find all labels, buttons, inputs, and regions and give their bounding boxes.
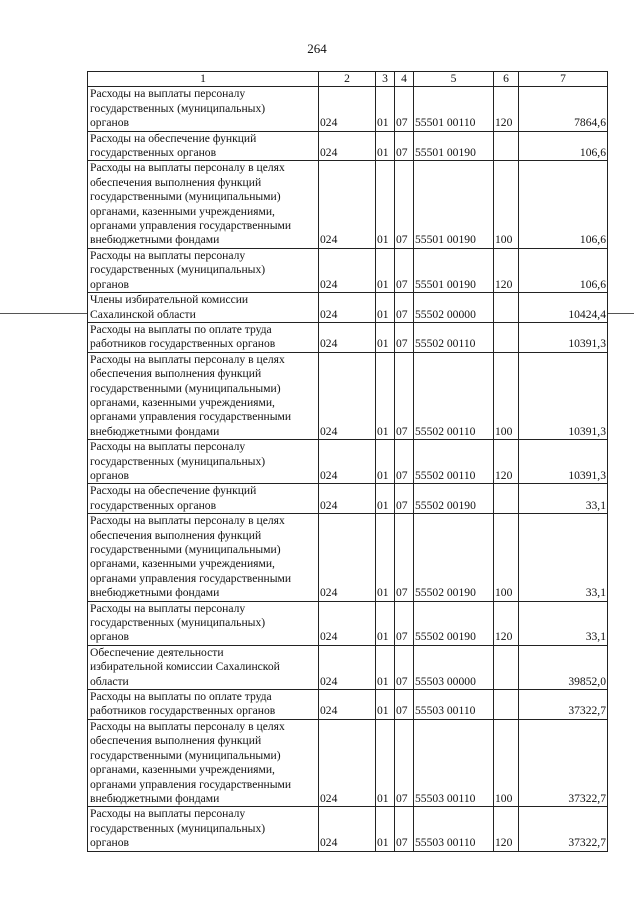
section-code: 01 [376, 248, 395, 292]
target-article-code: 55502 00190 [414, 601, 494, 645]
expense-name-line: органами управления государственными [90, 571, 292, 585]
expense-name-line: Расходы на выплаты персоналу [90, 440, 246, 454]
subsection-code: 07 [395, 87, 414, 131]
expense-name [88, 352, 319, 439]
target-article-code: 55503 00110 [414, 807, 494, 851]
header-col-1: 1 [88, 72, 319, 87]
subsection-code: 07 [395, 719, 414, 806]
target-article-code: 55503 00000 [414, 645, 494, 689]
amount: 7864,6 [519, 87, 608, 131]
expense-type-code [494, 645, 519, 689]
expense-name-line: внебюджетными фондами [90, 424, 220, 438]
expense-name-line: органов [90, 630, 129, 644]
expense-type-code: 120 [494, 601, 519, 645]
amount: 33,1 [519, 484, 608, 514]
expense-name-line: органами управления государственными [90, 777, 292, 791]
subsection-code: 07 [395, 601, 414, 645]
expense-name-line: государственными (муниципальными) [90, 748, 281, 762]
subsection-code: 07 [395, 807, 414, 851]
expense-name-line: органами, казенными учреждениями, [90, 204, 275, 218]
expense-name-line: обеспечения выполнения функций [90, 367, 262, 381]
subsection-code: 07 [395, 690, 414, 720]
expense-type-code [494, 690, 519, 720]
subsection-code: 07 [395, 645, 414, 689]
subsection-code: 07 [395, 484, 414, 514]
target-article-code: 55501 00110 [414, 87, 494, 131]
header-col-4: 4 [395, 72, 414, 87]
expense-name-line: Члены избирательной комиссии [90, 293, 249, 307]
table-row [88, 601, 608, 645]
section-code: 01 [376, 322, 395, 352]
expense-name-line: внебюджетными фондами [90, 233, 220, 247]
expense-type-code: 120 [494, 248, 519, 292]
expense-type-code [494, 293, 519, 323]
expense-name-line: Расходы на выплаты персоналу [90, 601, 246, 615]
expense-name-line: государственных (муниципальных) [90, 101, 266, 115]
header-row [88, 72, 608, 87]
expense-name-line: органов [90, 277, 129, 291]
expense-type-code: 100 [494, 719, 519, 806]
expense-name-line: Расходы на выплаты персоналу в целях [90, 352, 285, 366]
expense-name-line: Расходы на обеспечение функций [90, 131, 257, 145]
target-article-code: 55502 00110 [414, 352, 494, 439]
expense-name-line: Расходы на выплаты персоналу [90, 87, 246, 101]
section-code: 01 [376, 293, 395, 323]
expense-name [88, 161, 319, 248]
ministry-code: 024 [319, 161, 376, 248]
section-code: 01 [376, 440, 395, 484]
expense-type-code [494, 322, 519, 352]
expense-name [88, 601, 319, 645]
expense-name-line: Обеспечение деятельности [90, 645, 224, 659]
subsection-code: 07 [395, 322, 414, 352]
expense-name-line: Расходы на выплаты персоналу [90, 248, 246, 262]
expense-name-line: Расходы на выплаты персоналу в целях [90, 161, 285, 175]
expense-name [88, 248, 319, 292]
expense-name-line: Расходы на выплаты по оплате труда [90, 322, 272, 336]
header-col-7: 7 [519, 72, 608, 87]
table-row [88, 87, 608, 131]
expense-name-line: государственными (муниципальными) [90, 543, 281, 556]
expense-name [88, 514, 319, 601]
scan-line-right [607, 313, 634, 314]
expense-name-line: органами, казенными учреждениями, [90, 557, 275, 571]
expense-name-line: работников государственных органов [90, 704, 276, 718]
amount: 37322,7 [519, 719, 608, 806]
expense-name-line: государственных (муниципальных) [90, 821, 266, 835]
target-article-code: 55502 00190 [414, 514, 494, 601]
ministry-code: 024 [319, 322, 376, 352]
expense-name-line: обеспечения выполнения функций [90, 175, 262, 189]
ministry-code: 024 [319, 131, 376, 161]
target-article-code: 55502 00110 [414, 440, 494, 484]
expense-name-line: внебюджетными фондами [90, 791, 220, 805]
expense-name-line: государственными (муниципальными) [90, 381, 281, 395]
expense-name-line: государственных органов [90, 146, 217, 160]
table-row [88, 322, 608, 352]
table-row [88, 645, 608, 689]
expense-name-line: обеспечения выполнения функций [90, 528, 262, 542]
expense-name-line: Расходы на выплаты персоналу в целях [90, 719, 285, 733]
expense-name-line: органами управления государственными [90, 410, 292, 424]
amount: 33,1 [519, 514, 608, 601]
expense-name-line: обеспечения выполнения функций [90, 734, 262, 748]
target-article-code: 55501 00190 [414, 161, 494, 248]
expense-name [88, 690, 319, 720]
amount: 39852,0 [519, 645, 608, 689]
subsection-code: 07 [395, 352, 414, 439]
expense-name-line: органов [90, 836, 129, 850]
section-code: 01 [376, 807, 395, 851]
budget-table [87, 71, 608, 852]
ministry-code: 024 [319, 807, 376, 851]
expense-name [88, 440, 319, 484]
header-col-3: 3 [376, 72, 395, 87]
expense-name-line: государственных органов [90, 498, 217, 512]
expense-type-code [494, 131, 519, 161]
section-code: 01 [376, 514, 395, 601]
section-code: 01 [376, 601, 395, 645]
target-article-code: 55501 00190 [414, 248, 494, 292]
target-article-code: 55502 00000 [414, 293, 494, 323]
expense-name-line: органов [90, 468, 129, 482]
target-article-code: 55503 00110 [414, 690, 494, 720]
table-row [88, 690, 608, 720]
expense-name-line: органов [90, 116, 129, 130]
expense-name [88, 293, 319, 323]
ministry-code: 024 [319, 645, 376, 689]
table-row [88, 352, 608, 439]
table-row [88, 248, 608, 292]
ministry-code: 024 [319, 248, 376, 292]
section-code: 01 [376, 690, 395, 720]
amount: 37322,7 [519, 690, 608, 720]
table-row [88, 293, 608, 323]
amount: 37322,7 [519, 807, 608, 851]
table-body [88, 87, 608, 851]
page-number: 264 [307, 41, 327, 56]
target-article-code: 55503 00110 [414, 719, 494, 806]
expense-name-line: органами, казенными учреждениями, [90, 763, 275, 777]
table-row [88, 440, 608, 484]
ministry-code: 024 [319, 719, 376, 806]
expense-type-code: 100 [494, 514, 519, 601]
ministry-code: 024 [319, 87, 376, 131]
expense-name [88, 87, 319, 131]
expense-type-code: 120 [494, 807, 519, 851]
target-article-code: 55501 00190 [414, 131, 494, 161]
subsection-code: 07 [395, 161, 414, 248]
section-code: 01 [376, 645, 395, 689]
expense-type-code: 120 [494, 440, 519, 484]
section-code: 01 [376, 484, 395, 514]
header-col-6: 6 [494, 72, 519, 87]
ministry-code: 024 [319, 440, 376, 484]
subsection-code: 07 [395, 131, 414, 161]
expense-name-line: Расходы на выплаты по оплате труда [90, 690, 272, 704]
amount: 106,6 [519, 131, 608, 161]
amount: 10391,3 [519, 352, 608, 439]
amount: 33,1 [519, 601, 608, 645]
section-code: 01 [376, 131, 395, 161]
expense-name-line: государственных (муниципальных) [90, 454, 266, 468]
section-code: 01 [376, 352, 395, 439]
expense-name-line: Расходы на выплаты персоналу [90, 807, 246, 821]
expense-name-line: избирательной комиссии Сахалинской [90, 660, 280, 674]
amount: 10424,4 [519, 293, 608, 323]
table-row [88, 161, 608, 248]
expense-name [88, 807, 319, 851]
expense-type-code: 100 [494, 352, 519, 439]
ministry-code: 024 [319, 484, 376, 514]
header-col-2: 2 [319, 72, 376, 87]
target-article-code: 55502 00110 [414, 322, 494, 352]
ministry-code: 024 [319, 514, 376, 601]
table-row [88, 514, 608, 601]
table-row [88, 484, 608, 514]
subsection-code: 07 [395, 440, 414, 484]
ministry-code: 024 [319, 690, 376, 720]
table-row [88, 807, 608, 851]
expense-name-line: работников государственных органов [90, 337, 276, 351]
ministry-code: 024 [319, 293, 376, 323]
expense-name [88, 322, 319, 352]
expense-type-code: 100 [494, 161, 519, 248]
expense-name [88, 131, 319, 161]
header-col-5: 5 [414, 72, 494, 87]
expense-name-line: органами управления государственными [90, 219, 292, 233]
amount: 10391,3 [519, 440, 608, 484]
ministry-code: 024 [319, 352, 376, 439]
expense-name-line: государственными (муниципальными) [90, 190, 281, 204]
target-article-code: 55502 00190 [414, 484, 494, 514]
ministry-code: 024 [319, 601, 376, 645]
section-code: 01 [376, 87, 395, 131]
expense-name-line: Расходы на обеспечение функций [90, 484, 257, 498]
expense-name-line: Расходы на выплаты персоналу в целях [90, 514, 285, 528]
expense-name-line: внебюджетными фондами [90, 586, 220, 600]
subsection-code: 07 [395, 248, 414, 292]
expense-name [88, 484, 319, 514]
expense-name-line: государственных (муниципальных) [90, 616, 266, 630]
expense-type-code: 120 [494, 87, 519, 131]
expense-name-line: области [90, 674, 129, 688]
section-code: 01 [376, 719, 395, 806]
expense-name [88, 719, 319, 806]
amount: 106,6 [519, 248, 608, 292]
table-row [88, 719, 608, 806]
expense-name [88, 645, 319, 689]
expense-name-line: органами, казенными учреждениями, [90, 395, 275, 409]
expense-type-code [494, 484, 519, 514]
amount: 10391,3 [519, 322, 608, 352]
scan-line-left [0, 313, 87, 314]
amount: 106,6 [519, 161, 608, 248]
subsection-code: 07 [395, 514, 414, 601]
expense-name-line: Сахалинской области [90, 307, 196, 321]
section-code: 01 [376, 161, 395, 248]
table-row [88, 131, 608, 161]
subsection-code: 07 [395, 293, 414, 323]
expense-name-line: государственных (муниципальных) [90, 263, 266, 277]
